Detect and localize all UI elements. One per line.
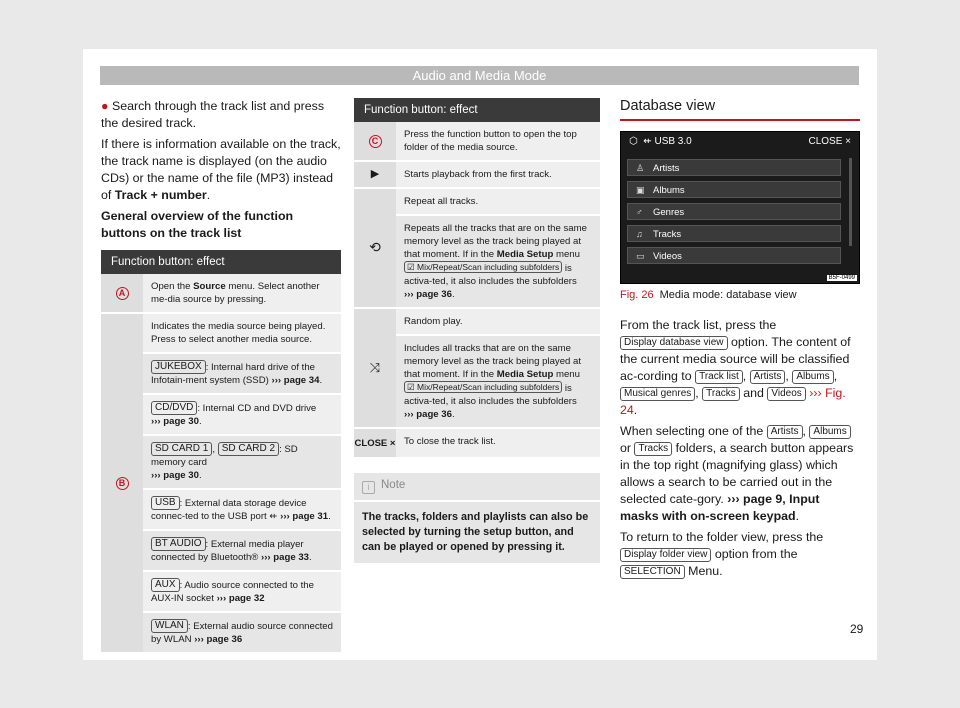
section-title: Database view — [620, 98, 860, 121]
section-header: Audio and Media Mode — [100, 66, 859, 85]
usb-icon: ⇷ — [269, 511, 278, 522]
aux-button: AUX — [151, 578, 180, 592]
table-row: ▶ Starts playback from the first track. — [354, 161, 600, 188]
device-screenshot: ⬡ ⇷ USB 3.0 CLOSE × ♙ Artists ▣ Albums ♂ Genres ♫ Tracks ▭ Videos B5F-0499 — [620, 131, 860, 284]
shuffle-icon: ⤨ — [369, 359, 381, 375]
genre-icon: ♂ — [636, 207, 643, 217]
music-note-icon: ♫ — [636, 229, 643, 239]
jukebox-button: JUKEBOX — [151, 360, 206, 374]
callout-b-icon: B — [116, 477, 129, 490]
note-box: i Note The tracks, folders and playlists can also be selected by turning the setup button, and can be played or opened by pressing it. — [354, 473, 600, 563]
play-icon: ▶ — [370, 168, 380, 180]
usb-icon: ⇷ — [643, 136, 652, 147]
cd-dvd-button: CD/DVD — [151, 401, 197, 415]
close-key: CLOSE × — [354, 428, 396, 458]
table-header: Function button: effect — [354, 98, 600, 122]
middle-column — [354, 98, 600, 563]
table-row: B Indicates the media source being played. Press to select another media source. JUKEBOX : Internal hard drive of the Infotain-ment system (SSD) ››› page 34. CD/DVD : Internal CD and DVD drive ››› page 30. SD CARD 1 , SD CARD 2 : SD memory card ››› page 30. USB : External data storage device connec-ted to the USB port ⇷ ››› page 31. BT AUDIO : External media player connected by Bluetooth® ››› page 33. AUX : Audio source connected to the AUX-IN socket ››› page 32 WLAN : External audio source connected by WLAN ››› page 36 — [101, 313, 341, 653]
function-table-mid — [354, 98, 600, 459]
table-row: A Open the Source menu. Select another me-dia source by pressing. — [101, 274, 341, 313]
callout-c-icon: C — [369, 135, 382, 148]
close-button[interactable]: CLOSE × — [808, 136, 851, 147]
bullet-icon: ● — [101, 99, 109, 113]
table-header: Function button: effect — [101, 250, 341, 274]
list-item: JUKEBOX : Internal hard drive of the Infotain-ment system (SSD) ››› page 34. — [143, 354, 341, 395]
table-row: ⤨ Random play. Includes all tracks that are on the same memory level as the track being played at that moment. If in the Media Setup menu ☑ Mix/Repeat/Scan including subfolders is activa-ted, it also includes the subfolders ››› page 36. — [354, 308, 600, 428]
table-row: CLOSE × To close the track list. — [354, 428, 600, 458]
sd-card-1-button: SD CARD 1 — [151, 442, 212, 456]
bt-audio-button: BT AUDIO — [151, 537, 206, 551]
display-folder-view-button: Display folder view — [620, 548, 711, 562]
video-icon: ▭ — [636, 251, 645, 261]
selection-button: SELECTION — [620, 565, 685, 579]
page-number: 29 — [850, 622, 864, 636]
display-database-view-button: Display database view — [620, 336, 728, 350]
usb-button: USB — [151, 496, 180, 510]
function-table-left — [101, 250, 341, 654]
paragraph-search: ● Search through the track list and press the desired track. — [101, 99, 325, 130]
sd-card-2-button: SD CARD 2 — [218, 442, 279, 456]
home-icon: ⬡ — [629, 136, 638, 147]
menu-item-artists[interactable]: ♙ Artists — [627, 159, 841, 176]
mix-repeat-scan-button: ☑ Mix/Repeat/Scan including subfolders — [404, 381, 562, 393]
overview-heading: General overview of the function buttons on the track list — [101, 209, 294, 240]
list-item: BT AUDIO : External media player connected by Bluetooth® ››› page 33. — [143, 531, 341, 572]
callout-a-icon: A — [116, 287, 129, 300]
album-icon: ▣ — [636, 185, 645, 195]
table-row: C Press the function button to open the top folder of the media source. — [354, 122, 600, 161]
scrollbar[interactable] — [849, 158, 852, 246]
table-row: ⟲ Repeat all tracks. Repeats all the tracks that are on the same memory level as the track being played at that moment. If in the Media Setup menu ☑ Mix/Repeat/Scan including subfolders is activa-ted, it also includes the subfolders ››› page 36. — [354, 188, 600, 308]
mix-repeat-scan-button: ☑ Mix/Repeat/Scan including subfolders — [404, 261, 562, 273]
paragraph-track-info: If there is information available on the track, the track name is displayed (on the audio CDs) or the name of the file (MP3) instead of Track + number. — [101, 137, 341, 202]
paragraph-database: From the track list, press the Display database view option. The content of the current media source will be classified ac-cording to Track list , Artists , Albums , Musical genres , Tracks and Videos ››› Fig. 24. — [620, 318, 851, 417]
note-icon: i — [362, 481, 375, 494]
right-column — [620, 98, 860, 584]
repeat-icon: ⟲ — [369, 238, 381, 255]
paragraph-folder-view: To return to the folder view, press the Display folder view option from the SELECTION Menu. — [620, 530, 824, 578]
list-item: SD CARD 1 , SD CARD 2 : SD memory card ››› page 30. — [143, 436, 341, 490]
menu-item-tracks[interactable]: ♫ Tracks — [627, 225, 841, 242]
artist-icon: ♙ — [636, 163, 645, 173]
menu-item-videos[interactable]: ▭ Videos — [627, 247, 841, 264]
paragraph-search-button: When selecting one of the Artists , Albums or Tracks folders, a search button appears in the top right (magnifying glass) which allows a search to be carried out in the selected cate-gory. ››› page 9, Input masks with on-screen keypad. — [620, 424, 854, 523]
list-item: USB : External data storage device connec-ted to the USB port ⇷ ››› page 31. — [143, 490, 341, 531]
figure-caption: Fig. 26 Media mode: database view — [620, 289, 797, 301]
wlan-button: WLAN — [151, 619, 188, 633]
list-item: WLAN : External audio source connected by WLAN ››› page 36 — [143, 613, 341, 652]
menu-item-genres[interactable]: ♂ Genres — [627, 203, 841, 220]
figure-code: B5F-0499 — [828, 275, 855, 281]
list-item: CD/DVD : Internal CD and DVD drive ››› page 30. — [143, 395, 341, 436]
menu-item-albums[interactable]: ▣ Albums — [627, 181, 841, 198]
left-column — [101, 98, 341, 654]
list-item: AUX : Audio source connected to the AUX-IN socket ››› page 32 — [143, 572, 341, 613]
